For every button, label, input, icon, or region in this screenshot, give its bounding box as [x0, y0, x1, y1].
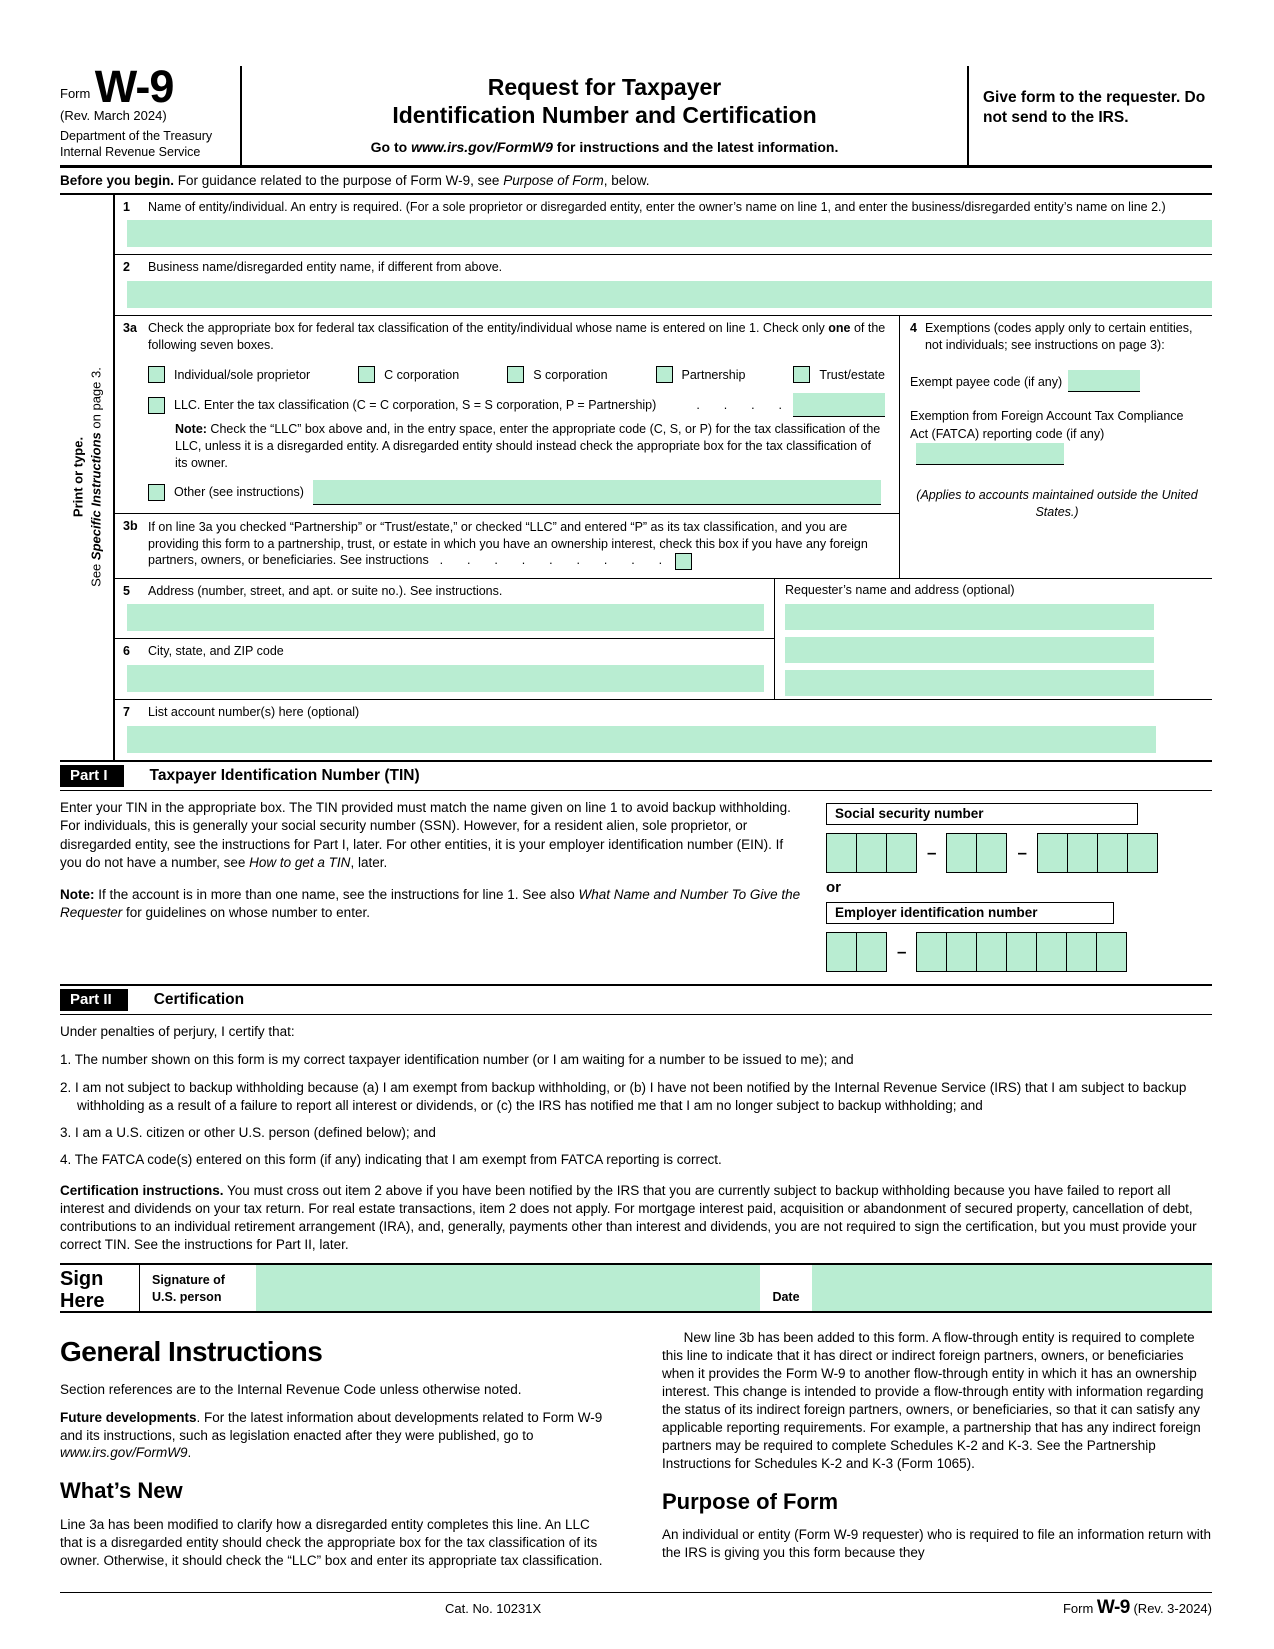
- applies-note: (Applies to accounts maintained outside the United States.): [916, 488, 1198, 519]
- part2-title: Certification: [153, 991, 245, 1009]
- line3a-number: 3a: [123, 321, 137, 336]
- page-footer: [60, 1592, 1212, 1626]
- other-option: [148, 480, 885, 505]
- purpose-of-form-heading: Purpose of Form: [662, 1489, 839, 1515]
- ein-digit-cell[interactable]: [856, 932, 887, 972]
- certification-item-2: 2. I am not subject to backup withholding because (a) I am exempt from backup withholding, or (b) I have not been notified by the Internal Revenue Service (IRS) that I am subject to backup withholding as a result of a failure to report all interest or dividends, or (c) the IRS has notified me that I am no longer subject to backup withholding; and: [60, 1079, 1187, 1113]
- certification-item-3: 3. I am a U.S. citizen or other U.S. person (defined below); and: [60, 1125, 436, 1141]
- ssn-digit-cell[interactable]: [976, 833, 1007, 873]
- fatca-code-input[interactable]: [916, 443, 1064, 465]
- whats-new-heading: What’s New: [60, 1478, 183, 1504]
- llc-label: LLC. Enter the tax classification (C = C corporation, S = S corporation, P = Partnership): [174, 398, 657, 412]
- ssn-digit-cell[interactable]: [946, 833, 977, 873]
- line5-label: Address (number, street, and apt. or suite no.). See instructions.: [148, 583, 503, 598]
- other-input[interactable]: [313, 480, 881, 505]
- form-header: [60, 61, 1212, 168]
- purpose-of-form-para: An individual or entity (Form W-9 requester) who is required to file an information return with the IRS is giving you this form because they: [662, 1527, 1211, 1561]
- form-id-block: [60, 61, 240, 165]
- date-input[interactable]: [812, 1265, 1212, 1311]
- line4-label: Exemptions (codes apply only to certain entities, not individuals; see instructions on page 3):: [924, 321, 1193, 353]
- print-or-type-rail: [60, 195, 115, 761]
- requester-input-2[interactable]: [785, 637, 1154, 663]
- llc-option: [148, 393, 885, 417]
- trust-estate-checkbox[interactable]: [793, 366, 810, 383]
- part2-header: [60, 984, 1212, 1015]
- fatca-line: Exemption from Foreign Account Tax Compliance Act (FATCA) reporting code (if any): [910, 408, 1204, 465]
- line7-label: List account number(s) here (optional): [148, 705, 360, 720]
- irs-url-link[interactable]: www.irs.gov/FormW9: [411, 139, 553, 156]
- line6-number: 6: [123, 644, 130, 659]
- line6-label: City, state, and ZIP code: [148, 644, 284, 659]
- line4-exemptions: [900, 316, 1212, 577]
- line3a-label: Check the appropriate box for federal tax classification of the entity/individual whose name is entered on line 1. Check only one of the following seven boxes.: [148, 321, 886, 353]
- general-instructions: [60, 1313, 1212, 1579]
- account-numbers-input[interactable]: [127, 726, 1156, 753]
- llc-checkbox[interactable]: [148, 397, 165, 414]
- option-partnership: Partnership: [656, 366, 746, 383]
- line1-label: Name of entity/individual. An entry is required. (For a sole proprietor or disregarded entity, enter the owner’s name on line 1, and enter the business/disregarded entity’s name on line 2.): [148, 199, 1166, 214]
- ssn-label: Social security number: [826, 803, 1138, 825]
- ssn-digit-cell[interactable]: [856, 833, 887, 873]
- ein-digit-cell[interactable]: [1066, 932, 1097, 972]
- give-form-note: Give form to the requester. Do not send to the IRS.: [983, 89, 1206, 127]
- option-c-corporation: C corporation: [358, 366, 459, 383]
- line6-row: [115, 639, 774, 699]
- ein-digit-cell[interactable]: [1036, 932, 1067, 972]
- footer-form-id: Form W-9 (Rev. 3-2024): [1062, 1596, 1212, 1618]
- ein-digit-cell[interactable]: [946, 932, 977, 972]
- form-fields-area: [60, 193, 1212, 763]
- s-corporation-checkbox[interactable]: [507, 366, 524, 383]
- line7-row: [115, 700, 1212, 760]
- individual-checkbox[interactable]: [148, 366, 165, 383]
- section-references-para: Section references are to the Internal Revenue Code unless otherwise noted.: [60, 1381, 522, 1397]
- option-s-corporation: S corporation: [507, 366, 607, 383]
- line5-number: 5: [123, 583, 130, 598]
- goto-line: Go to www.irs.gov/FormW9 for instructions and the latest information.: [370, 139, 839, 156]
- line3a-row: [115, 316, 899, 513]
- part1-content: [60, 791, 1212, 978]
- date-label: Date: [772, 1290, 800, 1305]
- ssn-dash: –: [1017, 843, 1027, 863]
- other-checkbox[interactable]: [148, 484, 165, 501]
- agency-line: Internal Revenue Service: [60, 144, 201, 159]
- part2-chip: Part II: [60, 989, 128, 1011]
- ssn-cells: [826, 833, 1212, 873]
- ssn-digit-cell[interactable]: [886, 833, 917, 873]
- ein-digit-cell[interactable]: [916, 932, 947, 972]
- form-title-block: [240, 66, 969, 165]
- general-instructions-heading: General Instructions: [60, 1336, 323, 1368]
- ein-digit-cell[interactable]: [826, 932, 857, 972]
- line3-section: [115, 316, 1212, 578]
- certification-item-4: 4. The FATCA code(s) entered on this form (if any) indicating that I am exempt from FATCA reporting is correct.: [60, 1152, 722, 1168]
- form-title-line1: Request for Taxpayer: [487, 74, 722, 100]
- line7-number: 7: [123, 705, 130, 720]
- signature-label: Signature of U.S. person: [152, 1273, 225, 1304]
- before-you-begin: Before you begin. For guidance related to the purpose of Form W-9, see Purpose of Form, below.: [60, 172, 650, 188]
- line3b-number: 3b: [123, 518, 138, 533]
- certification-intro: Under penalties of perjury, I certify that:: [60, 1024, 295, 1040]
- sign-here-row: [60, 1263, 1212, 1313]
- line1-number: 1: [123, 199, 130, 214]
- ssn-digit-cell[interactable]: [1097, 833, 1128, 873]
- city-state-zip-input[interactable]: [127, 665, 764, 692]
- line3b-row: [115, 514, 899, 578]
- requester-label: Requester’s name and address (optional): [785, 582, 1015, 597]
- ein-digit-cell[interactable]: [1006, 932, 1037, 972]
- classification-options: [148, 366, 885, 383]
- ssn-digit-cell[interactable]: [826, 833, 857, 873]
- option-trust-estate: Trust/estate: [793, 366, 885, 383]
- line4-number: 4: [910, 321, 917, 336]
- requester-input-1[interactable]: [785, 604, 1154, 630]
- line2-row: [115, 255, 1212, 316]
- ein-digit-cell[interactable]: [976, 932, 1007, 972]
- part1-header: [60, 762, 1212, 791]
- form-revision: (Rev. March 2024): [60, 108, 167, 124]
- ssn-digit-cell[interactable]: [1037, 833, 1068, 873]
- c-corporation-checkbox[interactable]: [358, 366, 375, 383]
- llc-dots: . . . .: [696, 398, 784, 412]
- tin-boxes: [802, 791, 1212, 978]
- other-label: Other (see instructions): [174, 485, 304, 500]
- foreign-partners-checkbox[interactable]: [675, 553, 692, 570]
- ein-label: Employer identification number: [826, 902, 1114, 924]
- future-developments-para: Future developments. For the latest information about developments related to Form W-9 and its instructions, such as legislation enacted after they were published, go to www.irs.gov/FormW9.: [60, 1409, 603, 1461]
- line2-label: Business name/disregarded entity name, if different from above.: [148, 260, 503, 275]
- llc-note: Note: Check the “LLC” box above and, in the entry space, enter the appropriate code (C, S, or P) for the tax classification of the LLC, unless it is a disregarded entity. A disregarded entity should instead check the appropriate box for the tax classification of its owner.: [175, 422, 881, 470]
- ein-dash: –: [897, 942, 907, 962]
- or-label: or: [826, 879, 841, 897]
- department-line: Department of the Treasury: [60, 129, 213, 144]
- form-number: W-9: [94, 61, 174, 112]
- part1-title: Taxpayer Identification Number (TIN): [149, 767, 420, 785]
- sign-here-label: Sign Here: [60, 1265, 140, 1311]
- tin-note: Note: If the account is in more than one name, see the instructions for line 1. See also What Name and Number To Give the Requester for guidelines on whose number to enter.: [60, 887, 801, 921]
- catalog-number: Cat. No. 10231X: [445, 1600, 542, 1616]
- line3b-label: If on line 3a you checked “Partnership” or “Trust/estate,” or checked “LLC” and entered “P” as its tax classification, and you are providing this form to a partnership, trust, or estate in which you have an ownership interest, check this box if you have any foreign partners, owners, or beneficiaries. See instructions . . . . . . . . .: [148, 519, 899, 570]
- line3b-change-para: New line 3b has been added to this form. A flow-through entity is required to complete this line to indicate that it has direct or indirect foreign partners, owners, or beneficiaries when it provides the Form W-9 to another flow-through entity in which it has an ownership interest. This change is intended to provide a flow-through entity with information regarding the status of its indirect foreign partners, owners, or beneficiaries, so that it can satisfy any applicable reporting requirements. For example, a partnership that has any indirect foreign partners may be required to complete Schedules K-2 and K-3. See the Partnership Instructions for Schedules K-2 and K-3 (Form 1065).: [662, 1330, 1204, 1472]
- exempt-payee-line: Exempt payee code (if any): [910, 370, 1204, 392]
- form-title-line2: Identification Number and Certification: [392, 101, 817, 128]
- line5-6-section: [115, 579, 1212, 701]
- name-input[interactable]: [127, 220, 1212, 247]
- line2-number: 2: [123, 260, 130, 275]
- option-individual: Individual/sole proprietor: [148, 366, 310, 383]
- business-name-input[interactable]: [127, 281, 1212, 308]
- part2-content: [60, 1015, 1212, 1254]
- form-word: Form: [60, 86, 91, 101]
- ein-cells: [826, 932, 1212, 972]
- print-or-type-label: Print or type.: [69, 437, 85, 518]
- requester-block: [775, 579, 1212, 700]
- partnership-checkbox[interactable]: [656, 366, 673, 383]
- line5-row: [115, 579, 774, 640]
- ssn-digit-cell[interactable]: [1067, 833, 1098, 873]
- llc-classification-input[interactable]: [793, 393, 885, 417]
- ssn-dash: –: [927, 843, 937, 863]
- see-instructions-label: See Specific Instructions on page 3.: [87, 367, 103, 588]
- address-input[interactable]: [127, 604, 764, 631]
- exempt-payee-code-input[interactable]: [1068, 370, 1140, 392]
- signature-input[interactable]: [256, 1265, 760, 1311]
- whats-new-para: Line 3a has been modified to clarify how a disregarded entity completes this line. An LLC that is a disregarded entity should check the appropriate box for the tax classification of its owner. Otherwise, it should check the “LLC” box and enter its appropriate tax classification.: [60, 1516, 603, 1568]
- tin-instructions: Enter your TIN in the appropriate box. The TIN provided must match the name given on line 1 to avoid backup withholding. For individuals, this is generally your social security number (SSN). However, for a resident alien, sole proprietor, or disregarded entity, see the instructions for Part I, later. For other entities, it is your employer identification number (EIN). If you do not have a number, see How to get a TIN, later.: [60, 800, 791, 870]
- ein-digit-cell[interactable]: [1096, 932, 1127, 972]
- part1-chip: Part I: [60, 765, 124, 787]
- certification-instructions: Certification instructions. You must cross out item 2 above if you have been notified by the IRS that you are currently subject to backup withholding because you have failed to report all interest and dividends on your tax return. For real estate transactions, item 2 does not apply. For mortgage interest paid, acquisition or abandonment of secured property, cancellation of debt, contributions to an individual retirement arrangement (IRA), and, generally, payments other than interest and dividends, you are not required to sign the certification, but you must provide your correct TIN. See the instructions for Part II, later.: [60, 1182, 1197, 1253]
- certification-item-1: 1. The number shown on this form is my correct taxpayer identification number (or I am waiting for a number to be issued to me); and: [60, 1052, 854, 1068]
- line1-row: [115, 195, 1212, 256]
- ssn-digit-cell[interactable]: [1127, 833, 1158, 873]
- requester-input-3[interactable]: [785, 670, 1154, 696]
